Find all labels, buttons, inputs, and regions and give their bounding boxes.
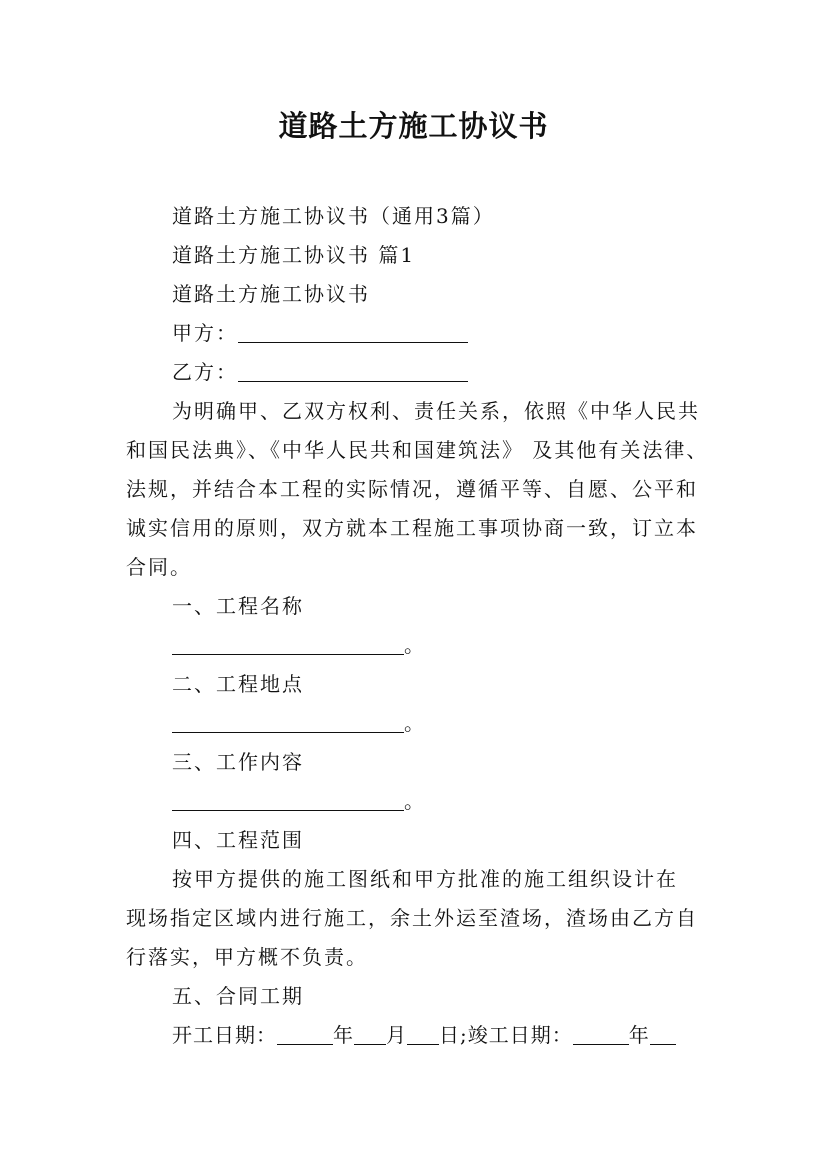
day-label: 日; [439,1023,468,1047]
start-day-blank [407,1043,439,1045]
end-date-label: 竣工日期： [467,1023,573,1047]
work-content-blank [172,809,404,811]
project-location-blank [172,731,404,733]
section-2-blank-line [172,707,426,736]
party-b-blank [238,380,468,382]
scope-line-1: 按甲方提供的施工图纸和甲方批准的施工组织设计在 [172,867,678,891]
period-mark: 。 [404,711,426,735]
start-year-blank [277,1043,333,1045]
intro-line-3: 法规，并结合本工程的实际情况，遵循平等、自愿、公平和 [126,477,698,501]
year-label: 年 [333,1023,354,1047]
intro-line-5: 合同。 [126,555,192,579]
intro-line-4: 诚实信用的原则，双方就本工程施工事项协商一致，订立本 [126,516,698,540]
scope-line-3: 行落实，甲方概不负责。 [126,945,368,969]
section-3-heading: 三、工作内容 [172,750,304,774]
intro-line-2: 和国民法典》、《中华人民共和国建筑法》 及其他有关法律、 [126,438,709,462]
year-label-2: 年 [628,1023,650,1047]
start-month-blank [354,1043,386,1045]
section-5-heading: 五、合同工期 [172,984,304,1008]
agreement-heading: 道路土方施工协议书 [172,282,370,306]
party-b-line [172,356,468,385]
period-mark: 。 [404,633,426,657]
party-a-blank [238,341,468,343]
end-year-blank [573,1043,629,1045]
section-1-heading: 一、工程名称 [172,594,304,618]
scope-line-2: 现场指定区域内进行施工，余土外运至渣场，渣场由乙方自 [126,906,698,930]
section-4-heading: 四、工程范围 [172,828,304,852]
party-b-label: 乙方： [172,360,238,384]
end-month-blank [650,1043,676,1045]
month-label: 月 [386,1023,407,1047]
chapter-line: 道路土方施工协议书 篇1 [172,243,416,267]
section-1-blank-line [172,629,426,658]
document-title: 道路土方施工协议书 [278,109,549,143]
start-date-label: 开工日期： [172,1023,277,1047]
section-3-blank-line [172,785,426,814]
project-name-blank [172,653,404,655]
party-a-label: 甲方： [172,321,238,345]
party-a-line [172,317,468,346]
period-mark: 。 [404,789,426,813]
intro-line-1: 为明确甲、乙双方权利、责任关系，依照《中华人民共 [172,399,700,423]
contract-period-line [172,1019,676,1048]
section-2-heading: 二、工程地点 [172,672,304,696]
subtitle-line: 道路土方施工协议书（通用3篇） [172,204,495,228]
